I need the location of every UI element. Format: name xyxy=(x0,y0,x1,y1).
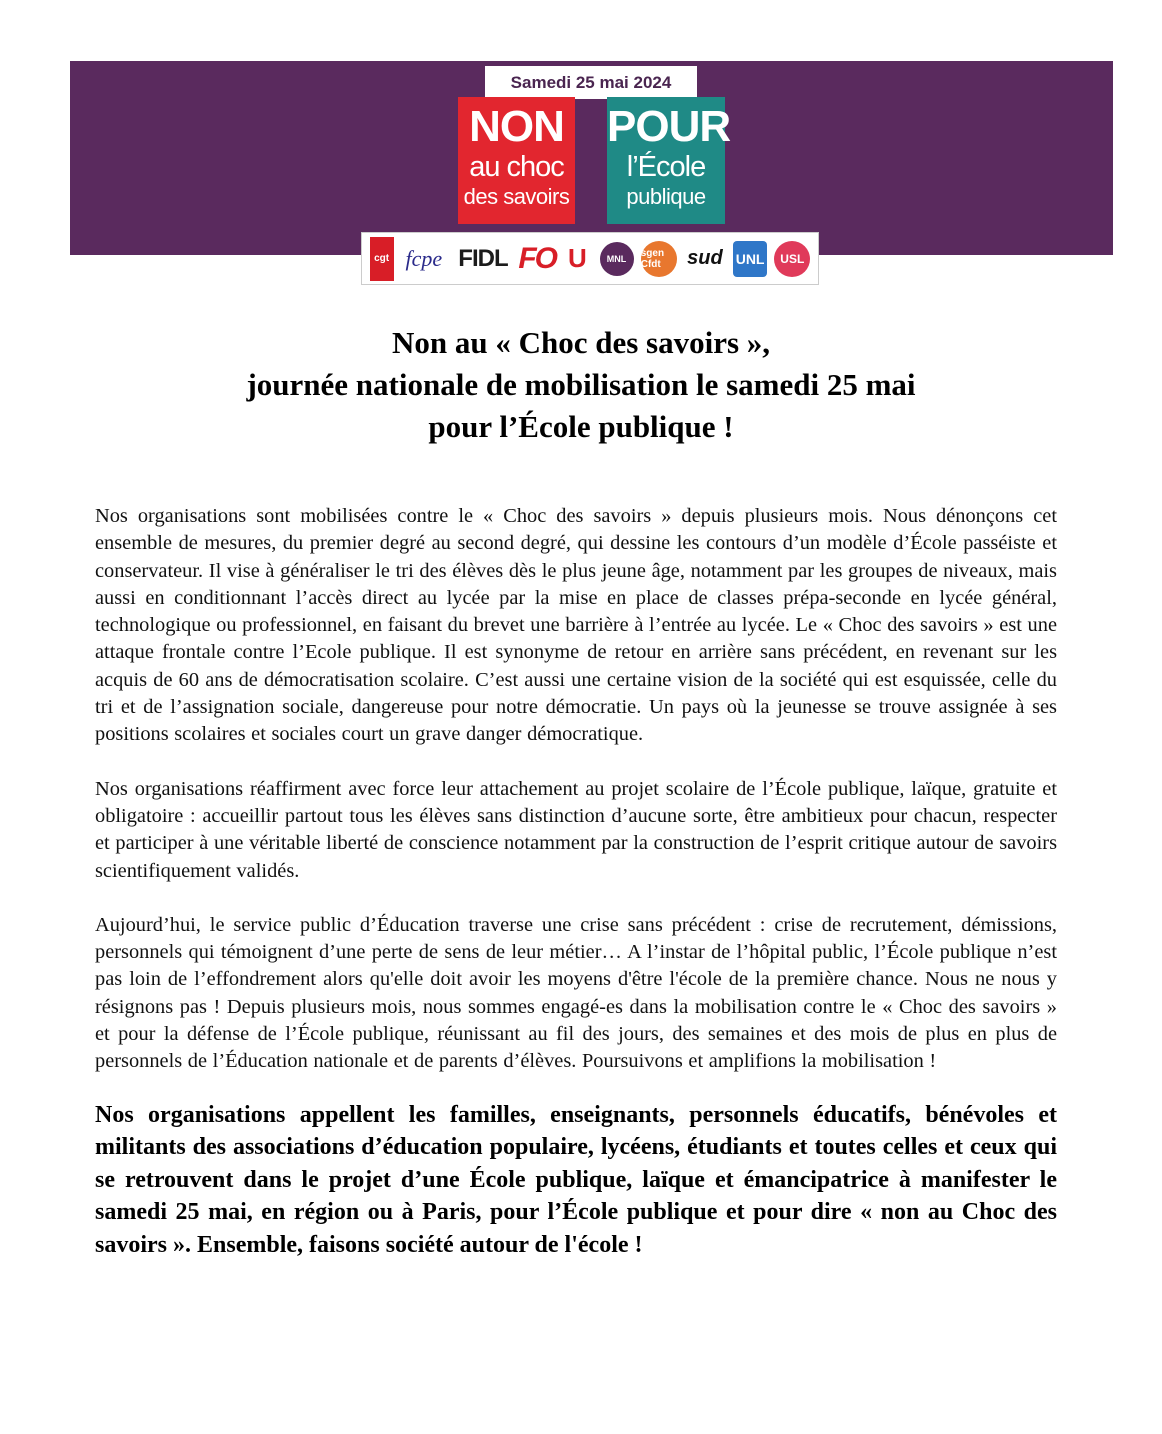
sud-logo: sud xyxy=(687,247,723,269)
document-title xyxy=(70,322,1092,448)
event-date-label: Samedi 25 mai 2024 xyxy=(485,66,697,99)
fsu-logo: U xyxy=(567,243,587,273)
paragraph-1: Nos organisations sont mobilisées contre le « Choc des savoirs » depuis plusieurs mois. Nous dénonçons cet ensemble de mesures, du premier degré au second degré, qui dessine les contours d’un modèle d’École passéiste et conservateur. Il vise à généraliser le tri des élèves dès le plus jeune âge, notamment par les groupes de niveaux, mais aussi en conditionnant l’accès direct au lycée par la mise en place de classes prépa-seconde en lycée général, technologique ou professionnel, en faisant du brevet une barrière à l’entrée au lycée. Le « Choc des savoirs » est une attaque frontale contre l’Ecole publique. Il est synonyme de retour en arrière sans précédent, en revenant sur les acquis de 60 ans de démocratisation scolaire. C’est aussi une certaine vision de la société qui est esquissée, celle du tri et de l’assignation sociale, dangereuse pour notre démocratie. Un pays où la jeunesse se trouve assignée à ses positions scolaires et sociales court un grave danger démocratique. xyxy=(95,505,1057,746)
call-to-action: Nos organisations appellent les familles, enseignants, personnels éducatifs, bénévoles et militants des associations d’éducation populaire, lycéens, étudiants et toutes celles et ceux qui se retrouvent dans le projet d’une École publique, laïque et émancipatrice à manifester le samedi 25 mai, en région ou à Paris, pour l’École publique et pour dire « non au Choc des savoirs ». Ensemble, faisons société autour de l'école ! xyxy=(95,1101,1057,1259)
fo-logo: FO xyxy=(518,241,556,275)
pour-block xyxy=(607,97,731,224)
pour-line2: l’École xyxy=(626,151,706,183)
title-line-2: journée nationale de mobilisation le samedi 25 mai xyxy=(246,367,916,402)
fidl-logo: FIDL xyxy=(458,244,508,272)
pour-line3: publique xyxy=(626,184,706,209)
pour-heading: POUR xyxy=(607,102,731,151)
title-line-3: pour l’École publique ! xyxy=(428,409,734,444)
non-line2: au choc xyxy=(469,151,564,183)
non-heading: NON xyxy=(469,102,564,151)
union-logos-strip xyxy=(361,232,819,285)
non-line3: des savoirs xyxy=(463,184,570,209)
sgen-cfdt-logo: sgen Cfdt xyxy=(641,241,677,277)
fcpe-logo: fcpe xyxy=(405,245,443,271)
paragraph-2: Nos organisations réaffirment avec force leur attachement au projet scolaire de l’École publique, laïque, gratuite et obligatoire : accueillir partout tous les élèves sans distinction d’aucune sorte, être ambitieux pour chacun, respecter et participer à une véritable liberté de conscience notamment par la construction de l’esprit critique autour de savoirs scientifiquement validés. xyxy=(95,777,1057,882)
unl-logo: UNL xyxy=(733,241,767,277)
title-line-1: Non au « Choc des savoirs », xyxy=(391,325,771,360)
mnl-logo: MNL xyxy=(600,242,634,276)
usl-logo: USL xyxy=(774,241,810,277)
paragraph-3: Aujourd’hui, le service public d’Éducation traverse une crise sans précédent : crise de recrutement, démissions, personnels qui témoignent d’une perte de sens de leur métier… A l’instar de l’hôpital public, l’École publique n’est pas loin de l’effondrement alors qu'elle doit avoir les moyens d'être l'école de la première chance. Nous ne nous y résignons pas ! Depuis plusieurs mois, nous sommes engagé-es dans la mobilisation contre le « Choc des savoirs » et pour la défense de l’École publique, réunissant au fil des jours, des semaines et des mois de plus en plus de personnels de l’Éducation nationale et de parents d’élèves. Poursuivons et amplifions la mobilisation ! xyxy=(95,913,1057,1073)
document-body xyxy=(95,503,1057,1286)
cgt-logo: cgt xyxy=(370,237,394,281)
non-block xyxy=(458,97,575,224)
